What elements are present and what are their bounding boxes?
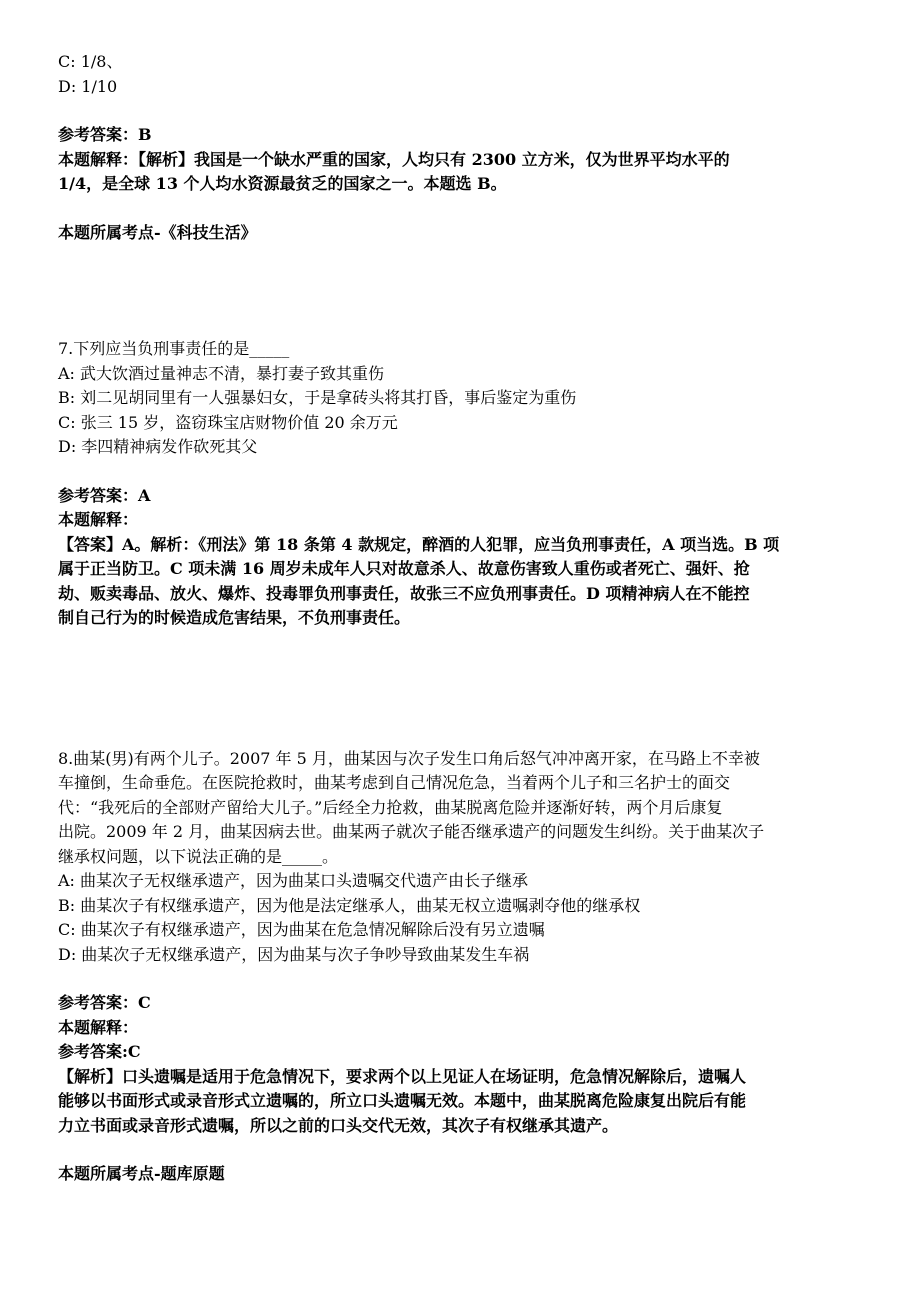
- q8-question-line-3: 代：“我死后的全部财产留给大儿子。”后经全力抢救，曲某脱离危险并逐渐好转，两个月后康复: [58, 797, 723, 817]
- q8-answer: 参考答案：C: [58, 993, 151, 1012]
- q7-option-b: B: 刘二见胡同里有一人强暴妇女，于是拿砖头将其打昏，事后鉴定为重伤: [58, 388, 577, 407]
- q7-option-a: A: 武大饮酒过量神志不清，暴打妻子致其重伤: [58, 363, 385, 383]
- q8-question-line-2: 车撞倒，生命垂危。在医院抢救时，曲某考虑到自己情况危急，当着两个儿子和三名护士的面交: [58, 773, 731, 792]
- q7-option-d: D: 李四精神病发作砍死其父: [58, 437, 258, 456]
- q7-explanation-line-2: 属于正当防卫。C 项未满 16 周岁未成年人只对故意杀人、故意伤害致人重伤或者死亡、强奸、抢: [58, 559, 750, 578]
- q8-explanation-line-2: 能够以书面形式或录音形式立遗嘱的，所立口头遗嘱无效。本题中，曲某脱离危险康复出院后有能: [58, 1091, 747, 1110]
- q8-question-line-4: 出院。2009 年 2 月，曲某因病去世。曲某两子就次子能否继承遗产的问题发生纠纷。关于曲某次子: [58, 822, 765, 841]
- q8-option-a: A: 曲某次子无权继承遗产，因为曲某口头遗嘱交代遗产由长子继承: [58, 871, 529, 890]
- q7-explanation-line-1: 【答案】A。解析：《刑法》第 18 条第 4 款规定，醉酒的人犯罪，应当负刑事责任，A 项当选。B 项: [58, 534, 780, 554]
- q8-explanation-line-3: 力立书面或录音形式遗嘱，所以之前的口头交代无效，其次子有权继承其遗产。: [58, 1115, 619, 1135]
- q6-option-c: C: 1/8、: [58, 52, 123, 71]
- q6-explanation-line-2: 1/4，是全球 13 个人均水资源最贫乏的国家之一。本题选 B。: [58, 174, 507, 193]
- q8-topic: 本题所属考点-题库原题: [58, 1164, 225, 1183]
- q7-explanation-line-4: 制自己行为的时候造成危害结果，不负刑事责任。: [58, 608, 411, 627]
- q7-option-c: C: 张三 15 岁，盗窃珠宝店财物价值 20 余万元: [58, 412, 398, 432]
- q6-topic: 本题所属考点-《科技生活》: [58, 222, 257, 242]
- q8-option-c: C: 曲某次子有权继承遗产，因为曲某在危急情况解除后没有另立遗嘱: [58, 920, 545, 939]
- document-page: [58, 50, 868, 1187]
- q8-answer-repeat: 参考答案:C: [58, 1042, 141, 1061]
- q7-explanation-label: 本题解释：: [58, 510, 139, 529]
- q8-question-line-1: 8.曲某(男)有两个儿子。2007 年 5 月，曲某因与次子发生口角后怒气冲冲离开家，在马路上不幸被: [58, 748, 760, 768]
- q7-question: 7.下列应当负刑事责任的是_____: [58, 339, 290, 358]
- q8-option-b: B: 曲某次子有权继承遗产，因为他是法定继承人，曲某无权立遗嘱剥夺他的继承权: [58, 895, 641, 915]
- q8-option-d: D: 曲某次子无权继承遗产，因为曲某与次子争吵导致曲某发生车祸: [58, 944, 530, 964]
- q7-answer: 参考答案：A: [58, 485, 151, 505]
- q8-explanation-label: 本题解释：: [58, 1017, 139, 1037]
- q8-question-line-5: 继承权问题，以下说法正确的是_____。: [58, 846, 339, 866]
- q8-explanation-line-1: 【解析】口头遗嘱是适用于危急情况下，要求两个以上见证人在场证明，危急情况解除后，遗嘱人: [58, 1066, 747, 1086]
- q6-answer: 参考答案：B: [58, 125, 152, 144]
- q6-option-d: D: 1/10: [58, 76, 118, 96]
- q6-explanation-line-1: 本题解释：【解析】我国是一个缺水严重的国家，人均只有 2300 立方米，仅为世界平均水平的: [58, 149, 730, 169]
- q7-explanation-line-3: 劫、贩卖毒品、放火、爆炸、投毒罪负刑事责任，故张三不应负刑事责任。D 项精神病人在不能控: [58, 583, 750, 603]
